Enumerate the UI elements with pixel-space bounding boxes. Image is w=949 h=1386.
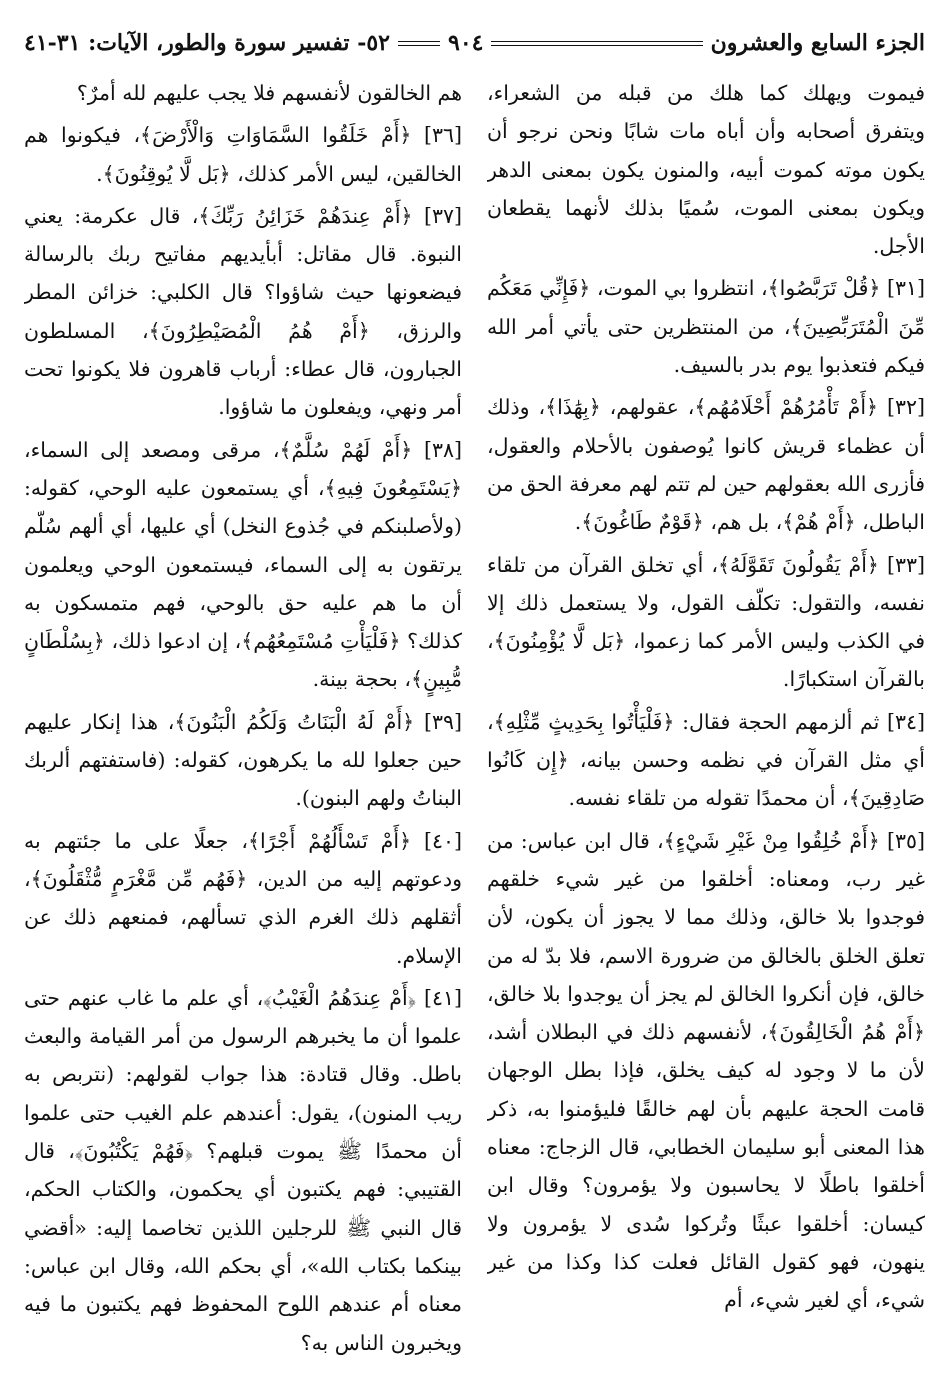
paragraph: [٤١] ﴿أَمْ عِندَهُمُ الْغَيْبُ﴾، أي علم ما غاب عنهم حتى علموا أن ما يخبرهم الرسول من أمر القيامة والبعث باطل. وقال قتادة: هذا جواب لقولهم: (نتربص به ريب المنون)، يقول: أعندهم علم الغيب حتى علموا أن محمدًا ﷺ يموت قبلهم؟ ﴿فَهُمْ يَكْتُبُونَ﴾، قال القتيبي: فهم يكتبون أي يحكمون، والكتاب الحكم، قال النبي ﷺ للرجلين اللذين تخاصما إليه: «أقضي بينكما بكتاب الله»، أي بحكم الله، وقال ابن عباس: معناه أم عندهم اللوح المحفوظ فهم يكتبون ما فيه ويخبرون الناس به؟ [24, 985, 462, 1355]
paragraph: [٣٢] ﴿أَمْ تَأْمُرُهُمْ أَحْلَامُهُم﴾، عقولهم، ﴿بِهَٰذَا﴾، وذلك أن عظماء قريش كانوا يُوصفون بالأحلام والعقول، فأزرى الله بعقولهم حين لم تتم لهم معرفة الحق من الباطل، ﴿أَمْ هُمْ﴾، بل هم، ﴿قَوْمٌ طَاغُونَ﴾. [487, 395, 925, 535]
paragraph: [٣٨] ﴿أَمْ لَهُمْ سُلَّمٌ﴾، مرقى ومصعد إلى السماء، ﴿يَسْتَمِعُونَ فِيهِ﴾، أي يستمعون عليه الوحي، كقوله: (ولأصلبنكم في جُذوع النخل) أي عليها، أي ألهم سُلّم يرتقون به إلى السماء، فيستمعون الوحي ويعلمون أن ما هم عليه حق بالوحي، فهم متمسكون به كذلك؟ ﴿فَلْيَأْتِ مُسْتَمِعُهُم﴾، إن ادعوا ذلك، ﴿بِسُلْطَانٍ مُّبِينٍ﴾، بحجة بينة. [24, 437, 462, 692]
text-columns [24, 74, 925, 1374]
paragraph: هم الخالقون لأنفسهم فلا يجب عليهم لله أمرٌ؟ [76, 81, 462, 105]
page-number: ٩٠٤ [448, 30, 484, 56]
paragraph: [٣٩] ﴿أَمْ لَهُ الْبَنَاتُ وَلَكُمُ الْبَنُونَ﴾، هذا إنكار عليهم حين جعلوا لله ما يكرهون، كقوله: (فاستفتهم ألربك البناتُ ولهم البنون). [24, 709, 462, 811]
header-rule [491, 41, 702, 46]
paragraph: [٣٦] ﴿أَمْ خَلَقُوا السَّمَاوَاتِ وَالْأَرْضَ﴾، فيكونوا هم الخالقين، ليس الأمر كذلك، ﴿بَل لَّا يُوقِنُونَ﴾. [24, 123, 462, 186]
paragraph: فيموت ويهلك كما هلك من قبله من الشعراء، ويتفرق أصحابه وأن أباه مات شابًا ونحن نرجو أن يكون موته كموت أبيه، والمنون يكون بمعنى الدهر ويكون بمعنى الموت، سُميًا بذلك لأنهما يقطعان الأجل. [487, 81, 925, 259]
left-column [24, 74, 462, 1374]
page-header [24, 22, 925, 64]
surah-info: ٥٢- تفسير سورة والطور، الآيات: ٣١-٤١ [24, 30, 390, 56]
paragraph: [٣٣] ﴿أَمْ يَقُولُونَ تَقَوَّلَهُ﴾، أي تخلق القرآن من تلقاء نفسه، والتقول: تكلّف القول، ولا يستعمل ذلك إلا في الكذب وليس الأمر كما زعموا، ﴿بَل لَّا يُؤْمِنُونَ﴾، بالقرآن استكبارًا. [487, 552, 925, 692]
paragraph: [٤٠] ﴿أَمْ تَسْأَلُهُمْ أَجْرًا﴾، جعلًا على ما جئتهم به ودعوتهم إليه من الدين، ﴿فَهُم مِّن مَّغْرَمٍ مُّثْقَلُونَ﴾، أثقلهم ذلك الغرم الذي تسألهم، فمنعهم ذلك عن الإسلام. [24, 828, 462, 968]
header-rule-short [398, 41, 440, 46]
part-title: الجزء السابع والعشرون [710, 30, 925, 56]
paragraph: [٣١] ﴿قُلْ تَرَبَّصُوا﴾، انتظروا بي الموت، ﴿فَإِنِّي مَعَكُم مِّنَ الْمُتَرَبِّصِينَ﴾، من المنتظرين حتى يأتي أمر الله فيكم فتعذبوا يوم بدر بالسيف. [487, 276, 925, 378]
paragraph: [٣٤] ثم ألزمهم الحجة فقال: ﴿فَلْيَأْتُوا بِحَدِيثٍ مِّثْلِهِ﴾، أي مثل القرآن في نظمه وحسن بيانه، ﴿إِن كَانُوا صَادِقِينَ﴾، أن محمدًا تقوله من تلقاء نفسه. [487, 709, 925, 811]
paragraph: [٣٥] ﴿أَمْ خُلِقُوا مِنْ غَيْرِ شَيْءٍ﴾، قال ابن عباس: من غير رب، ومعناه: أخلقوا من غير شيء خلقهم فوجدوا بلا خالق، وذلك مما لا يجوز أن يكون، لأن تعلق الخلق بالخالق من ضرورة الاسم، فلا بدّ له من خالق، فإن أنكروا الخالق لم يجز أن يوجدوا بلا خالق، ﴿أَمْ هُمُ الْخَالِقُونَ﴾، لأنفسهم ذلك في البطلان أشد، لأن ما لا وجود له كيف يخلق، فإذا بطل الوجهان قامت الحجة عليهم بأن لهم خالقًا فليؤمنوا به، ذكر هذا المعنى أبو سليمان الخطابي، قال الزجاج: معناه أخلقوا باطلًا لا يحاسبون ولا يؤمرون؟ وقال ابن كيسان: أخلقوا عبثًا وتُركوا سُدى لا يؤمرون ولا ينهون، فهو كقول القائل فعلت كذا وكذا من غير شيء، أي لغير شيء، أم [487, 828, 925, 1313]
right-column [487, 74, 925, 1374]
paragraph: [٣٧] ﴿أَمْ عِندَهُمْ خَزَائِنُ رَبِّكَ﴾، قال عكرمة: يعني النبوة. قال مقاتل: أبأيديهم مفاتيح ربك بالرسالة فيضعونها حيث شاؤوا؟ قال الكلبي: خزائن المطر والرزق، ﴿أَمْ هُمُ الْمُصَيْطِرُونَ﴾، المسلطون الجبارون، قال عطاء: أرباب قاهرون فلا يكونوا تحت أمر ونهي، ويفعلون ما شاؤوا. [24, 203, 462, 420]
